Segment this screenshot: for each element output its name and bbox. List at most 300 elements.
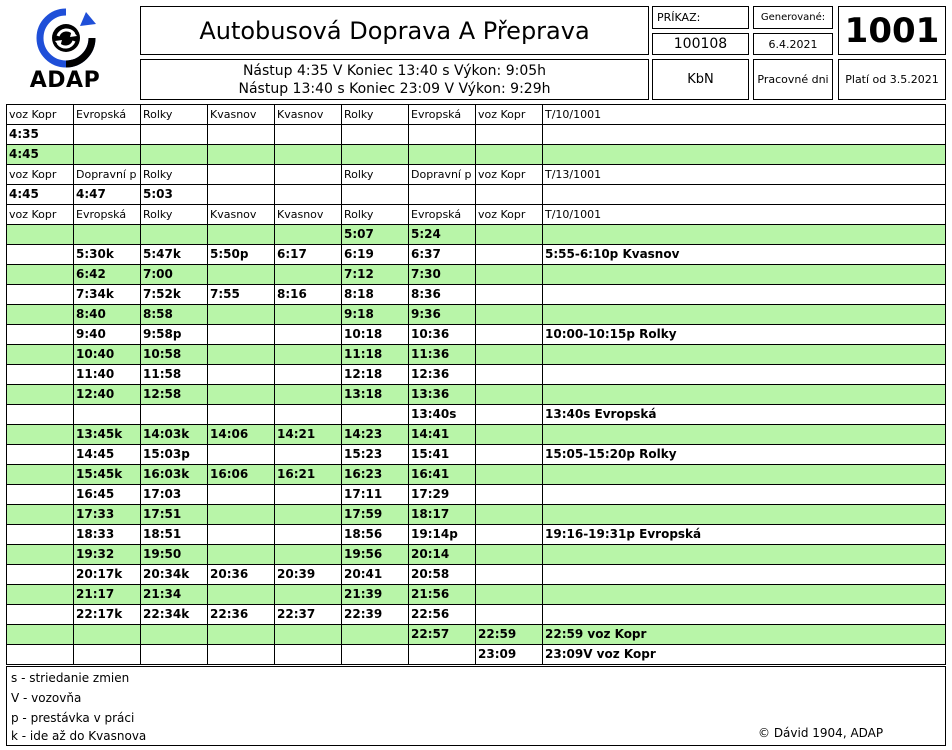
timetable-note-cell: T/13/1001 — [543, 165, 946, 185]
timetable-cell: Dopravní p — [409, 165, 476, 185]
timetable-note-cell — [543, 125, 946, 145]
timetable-cell — [275, 525, 342, 545]
timetable-cell — [141, 405, 208, 425]
timetable-cell: 20:36 — [208, 565, 275, 585]
timetable-cell — [476, 285, 543, 305]
timetable-cell: 7:30 — [409, 265, 476, 285]
timetable-cell — [141, 145, 208, 165]
timetable-cell: Rolky — [342, 205, 409, 225]
timetable-note-cell — [543, 565, 946, 585]
timetable-cell — [409, 125, 476, 145]
timetable-cell: 20:14 — [409, 545, 476, 565]
timetable-cell: 5:03 — [141, 185, 208, 205]
timetable-cell: 4:45 — [7, 145, 74, 165]
timetable-cell — [7, 245, 74, 265]
timetable-cell — [275, 125, 342, 145]
timetable-cell — [275, 645, 342, 665]
timetable-cell: 16:03k — [141, 465, 208, 485]
timetable-cell: 5:50p — [208, 245, 275, 265]
timetable-cell: 14:23 — [342, 425, 409, 445]
timetable-cell: Rolky — [141, 165, 208, 185]
timetable — [6, 104, 946, 665]
timetable-cell: 22:56 — [409, 605, 476, 625]
timetable-cell — [208, 305, 275, 325]
timetable-cell: 16:21 — [275, 465, 342, 485]
timetable-cell: voz Kopr — [7, 205, 74, 225]
timetable-cell — [476, 485, 543, 505]
timetable-cell — [7, 605, 74, 625]
timetable-cell: 22:17k — [74, 605, 141, 625]
timetable-cell — [476, 385, 543, 405]
timetable-cell: 23:09 — [476, 645, 543, 665]
timetable-cell — [208, 525, 275, 545]
timetable-row — [7, 525, 946, 545]
timetable-cell — [476, 545, 543, 565]
shift-line-1: Nástup 4:35 V Koniec 13:40 s Výkon: 9:05h — [242, 62, 547, 79]
timetable-note-cell — [543, 545, 946, 565]
timetable-cell: 9:36 — [409, 305, 476, 325]
timetable-cell: 7:12 — [342, 265, 409, 285]
timetable-note-cell: 10:00-10:15p Rolky — [543, 325, 946, 345]
timetable-cell: Kvasnov — [208, 105, 275, 125]
legend-item-s: s - striedanie zmien — [11, 671, 130, 685]
timetable-cell — [141, 225, 208, 245]
timetable-cell — [7, 365, 74, 385]
timetable-cell: 11:36 — [409, 345, 476, 365]
timetable-cell: 17:29 — [409, 485, 476, 505]
timetable-cell: 4:35 — [7, 125, 74, 145]
timetable-cell: 8:40 — [74, 305, 141, 325]
timetable-note-cell: 5:55-6:10p Kvasnov — [543, 245, 946, 265]
timetable-cell: Evropská — [409, 105, 476, 125]
timetable-cell — [476, 185, 543, 205]
timetable-cell: 17:59 — [342, 505, 409, 525]
timetable-cell — [342, 145, 409, 165]
timetable-cell — [476, 245, 543, 265]
timetable-cell: 22:39 — [342, 605, 409, 625]
timetable-cell — [275, 365, 342, 385]
timetable-cell: 16:45 — [74, 485, 141, 505]
valid-from: Platí od 3.5.2021 — [838, 59, 946, 100]
timetable-cell — [409, 145, 476, 165]
timetable-note-cell — [543, 345, 946, 365]
brand-name: ADAP — [29, 68, 101, 93]
timetable-cell — [7, 565, 74, 585]
timetable-cell: 9:58p — [141, 325, 208, 345]
timetable-cell — [476, 525, 543, 545]
timetable-cell: 10:18 — [342, 325, 409, 345]
timetable-cell — [208, 445, 275, 465]
timetable-cell: 11:18 — [342, 345, 409, 365]
timetable-cell — [476, 425, 543, 445]
timetable-cell — [7, 645, 74, 665]
timetable-cell: 5:47k — [141, 245, 208, 265]
timetable-cell — [7, 525, 74, 545]
timetable-row — [7, 185, 946, 205]
timetable-cell — [275, 145, 342, 165]
timetable-cell: 6:37 — [409, 245, 476, 265]
timetable-cell: 5:30k — [74, 245, 141, 265]
timetable-cell — [275, 325, 342, 345]
timetable-cell — [275, 225, 342, 245]
timetable-cell — [7, 485, 74, 505]
timetable-cell — [275, 385, 342, 405]
timetable-note-cell: 22:59 voz Kopr — [543, 625, 946, 645]
shift-line-2: Nástup 13:40 s Koniec 23:09 V Výkon: 9:29h — [238, 80, 551, 97]
timetable-cell — [208, 545, 275, 565]
timetable-cell: voz Kopr — [476, 105, 543, 125]
timetable-row — [7, 585, 946, 605]
timetable-note-cell: 13:40s Evropská — [543, 405, 946, 425]
timetable-cell — [208, 645, 275, 665]
timetable-cell: voz Kopr — [476, 205, 543, 225]
timetable-row — [7, 505, 946, 525]
timetable-cell: 22:37 — [275, 605, 342, 625]
timetable-cell: 12:18 — [342, 365, 409, 385]
timetable-cell — [74, 225, 141, 245]
timetable-cell: 4:47 — [74, 185, 141, 205]
timetable-cell — [275, 405, 342, 425]
timetable-cell: Rolky — [141, 205, 208, 225]
timetable-cell: Evropská — [74, 205, 141, 225]
timetable-cell — [74, 145, 141, 165]
timetable-cell — [476, 505, 543, 525]
timetable-cell — [476, 565, 543, 585]
duty-number: 1001 — [838, 6, 946, 55]
timetable-cell: Dopravní p — [74, 165, 141, 185]
timetable-cell — [7, 425, 74, 445]
timetable-note-cell — [543, 225, 946, 245]
timetable-cell — [141, 125, 208, 145]
timetable-cell: 8:18 — [342, 285, 409, 305]
timetable-note-cell — [543, 305, 946, 325]
timetable-cell: 13:18 — [342, 385, 409, 405]
timetable-cell — [7, 265, 74, 285]
timetable-cell — [7, 325, 74, 345]
timetable-cell: 15:45k — [74, 465, 141, 485]
timetable-header-row — [7, 165, 946, 185]
day-type: Pracovné dni — [753, 59, 833, 100]
timetable-cell: 10:40 — [74, 345, 141, 365]
timetable-cell: 21:17 — [74, 585, 141, 605]
timetable-cell: 7:34k — [74, 285, 141, 305]
timetable-cell: 20:39 — [275, 565, 342, 585]
timetable-cell: 22:59 — [476, 625, 543, 645]
timetable-note-cell: 23:09V voz Kopr — [543, 645, 946, 665]
timetable-row — [7, 465, 946, 485]
timetable-header-row — [7, 105, 946, 125]
timetable-note-cell — [543, 185, 946, 205]
timetable-cell: 20:58 — [409, 565, 476, 585]
timetable-cell: 6:17 — [275, 245, 342, 265]
timetable-cell — [208, 625, 275, 645]
timetable-cell: 7:00 — [141, 265, 208, 285]
timetable-cell — [275, 165, 342, 185]
timetable-cell — [74, 645, 141, 665]
legend-item-p: p - prestávka v práci — [11, 711, 135, 725]
timetable-cell — [7, 345, 74, 365]
timetable-row — [7, 485, 946, 505]
depot-code: KbN — [652, 59, 749, 100]
timetable-row — [7, 405, 946, 425]
timetable-cell: 8:58 — [141, 305, 208, 325]
timetable-cell — [141, 645, 208, 665]
timetable-cell — [476, 125, 543, 145]
timetable-cell — [275, 505, 342, 525]
timetable-cell: 15:41 — [409, 445, 476, 465]
timetable-row — [7, 325, 946, 345]
timetable-cell: 15:23 — [342, 445, 409, 465]
timetable-row — [7, 125, 946, 145]
timetable-cell — [476, 345, 543, 365]
timetable-cell: 10:36 — [409, 325, 476, 345]
timetable-row — [7, 545, 946, 565]
timetable-row — [7, 305, 946, 325]
timetable-note-cell — [543, 465, 946, 485]
timetable-cell: 13:36 — [409, 385, 476, 405]
copyright: © Dávid 1904, ADAP — [758, 726, 884, 740]
timetable-cell — [208, 485, 275, 505]
timetable-cell: 17:51 — [141, 505, 208, 525]
adap-logo-icon — [30, 6, 102, 70]
timetable-cell: 10:58 — [141, 345, 208, 365]
company-title: Autobusová Doprava A Přeprava — [140, 6, 649, 55]
timetable-cell: Rolky — [342, 165, 409, 185]
adap-logo — [10, 6, 120, 94]
timetable-cell: 9:18 — [342, 305, 409, 325]
timetable-cell: 11:40 — [74, 365, 141, 385]
timetable-cell: 21:56 — [409, 585, 476, 605]
timetable-row — [7, 145, 946, 165]
timetable-row — [7, 265, 946, 285]
timetable-cell — [74, 625, 141, 645]
timetable-cell — [7, 305, 74, 325]
timetable-cell: 16:23 — [342, 465, 409, 485]
legend-item-k: k - ide až do Kvasnova — [11, 729, 147, 743]
timetable-cell: 18:33 — [74, 525, 141, 545]
timetable-cell — [476, 365, 543, 385]
timetable-cell: 16:41 — [409, 465, 476, 485]
timetable-cell — [7, 445, 74, 465]
timetable-cell — [342, 125, 409, 145]
timetable-row — [7, 345, 946, 365]
timetable-cell: 14:41 — [409, 425, 476, 445]
timetable-cell — [342, 625, 409, 645]
timetable-cell: 14:21 — [275, 425, 342, 445]
timetable-cell — [7, 585, 74, 605]
timetable-note-cell — [543, 265, 946, 285]
timetable-cell: 21:34 — [141, 585, 208, 605]
timetable-cell — [7, 625, 74, 645]
timetable-header-row — [7, 205, 946, 225]
timetable-cell — [7, 405, 74, 425]
shift-summary — [140, 59, 649, 100]
timetable-cell: Rolky — [342, 105, 409, 125]
timetable-row — [7, 245, 946, 265]
timetable-cell: 7:52k — [141, 285, 208, 305]
timetable-cell: Kvasnov — [275, 205, 342, 225]
timetable-cell: 7:55 — [208, 285, 275, 305]
timetable-cell — [7, 465, 74, 485]
timetable-cell: 18:17 — [409, 505, 476, 525]
timetable-row — [7, 625, 946, 645]
timetable-cell — [275, 625, 342, 645]
timetable-cell — [342, 645, 409, 665]
timetable-row — [7, 565, 946, 585]
timetable-cell: 13:45k — [74, 425, 141, 445]
timetable-cell: 14:45 — [74, 445, 141, 465]
timetable-cell — [208, 365, 275, 385]
timetable-cell: 9:40 — [74, 325, 141, 345]
timetable-cell: 14:03k — [141, 425, 208, 445]
timetable-cell — [74, 125, 141, 145]
generated-label: Generované: — [753, 6, 833, 29]
timetable-note-cell — [543, 385, 946, 405]
timetable-cell — [208, 165, 275, 185]
timetable-cell — [208, 265, 275, 285]
timetable-cell: 20:17k — [74, 565, 141, 585]
timetable-cell — [208, 385, 275, 405]
timetable-cell: 15:03p — [141, 445, 208, 465]
timetable-cell — [476, 585, 543, 605]
timetable-cell: Evropská — [409, 205, 476, 225]
timetable-cell: 17:33 — [74, 505, 141, 525]
timetable-cell — [7, 225, 74, 245]
prikaz-label: PRÍKAZ: — [652, 6, 749, 29]
timetable-note-cell: 15:05-15:20p Rolky — [543, 445, 946, 465]
timetable-cell: 8:16 — [275, 285, 342, 305]
timetable-cell — [275, 185, 342, 205]
timetable-cell — [208, 325, 275, 345]
timetable-cell — [275, 545, 342, 565]
timetable-cell — [476, 605, 543, 625]
timetable-cell: 5:07 — [342, 225, 409, 245]
timetable-cell: 19:56 — [342, 545, 409, 565]
timetable-cell: 11:58 — [141, 365, 208, 385]
timetable-cell: 19:14p — [409, 525, 476, 545]
timetable-cell — [7, 385, 74, 405]
prikaz-value: 100108 — [652, 33, 749, 55]
timetable-note-cell: T/10/1001 — [543, 205, 946, 225]
timetable-row — [7, 285, 946, 305]
timetable-cell: voz Kopr — [7, 165, 74, 185]
timetable-cell — [208, 125, 275, 145]
timetable-cell: 8:36 — [409, 285, 476, 305]
timetable-row — [7, 445, 946, 465]
timetable-note-cell: 19:16-19:31p Evropská — [543, 525, 946, 545]
timetable-cell: 12:58 — [141, 385, 208, 405]
timetable-cell — [476, 265, 543, 285]
timetable-cell: 6:19 — [342, 245, 409, 265]
timetable-row — [7, 365, 946, 385]
generated-date: 6.4.2021 — [753, 33, 833, 55]
timetable-cell: 6:42 — [74, 265, 141, 285]
timetable-cell: voz Kopr — [476, 165, 543, 185]
timetable-cell — [275, 305, 342, 325]
timetable-cell — [7, 505, 74, 525]
timetable-row — [7, 645, 946, 665]
timetable-cell: 22:34k — [141, 605, 208, 625]
timetable-row — [7, 385, 946, 405]
timetable-cell — [476, 445, 543, 465]
timetable-cell — [476, 305, 543, 325]
timetable-cell — [409, 185, 476, 205]
timetable-note-cell — [543, 605, 946, 625]
timetable-cell — [208, 585, 275, 605]
timetable-cell — [275, 485, 342, 505]
timetable-cell — [208, 345, 275, 365]
timetable-row — [7, 605, 946, 625]
legend-item-v: V - vozovňa — [11, 691, 82, 705]
timetable-cell: 17:11 — [342, 485, 409, 505]
timetable-cell: 5:24 — [409, 225, 476, 245]
timetable-note-cell: T/10/1001 — [543, 105, 946, 125]
timetable-cell: 18:51 — [141, 525, 208, 545]
timetable-cell — [141, 625, 208, 645]
timetable-cell — [275, 265, 342, 285]
timetable-cell: 14:06 — [208, 425, 275, 445]
timetable-cell: Evropská — [74, 105, 141, 125]
timetable-cell: 20:41 — [342, 565, 409, 585]
timetable-cell: 13:40s — [409, 405, 476, 425]
timetable-note-cell — [543, 505, 946, 525]
timetable-cell — [476, 465, 543, 485]
timetable-note-cell — [543, 285, 946, 305]
timetable-cell — [342, 405, 409, 425]
timetable-cell: 4:45 — [7, 185, 74, 205]
timetable-cell: 22:36 — [208, 605, 275, 625]
timetable-cell — [275, 585, 342, 605]
timetable-cell — [342, 185, 409, 205]
timetable-cell: 20:34k — [141, 565, 208, 585]
timetable-cell — [208, 145, 275, 165]
timetable-cell: 19:32 — [74, 545, 141, 565]
timetable-cell — [208, 185, 275, 205]
timetable-cell: voz Kopr — [7, 105, 74, 125]
timetable-cell: Kvasnov — [275, 105, 342, 125]
timetable-row — [7, 225, 946, 245]
timetable-cell: 19:50 — [141, 545, 208, 565]
timetable-cell: 18:56 — [342, 525, 409, 545]
timetable-cell — [208, 405, 275, 425]
timetable-cell — [208, 505, 275, 525]
timetable-cell — [476, 145, 543, 165]
timetable-row — [7, 425, 946, 445]
timetable-cell: 12:36 — [409, 365, 476, 385]
timetable-cell — [476, 405, 543, 425]
timetable-cell — [7, 285, 74, 305]
timetable-cell — [476, 225, 543, 245]
timetable-note-cell — [543, 485, 946, 505]
timetable-cell — [208, 225, 275, 245]
timetable-cell — [476, 325, 543, 345]
timetable-cell: 16:06 — [208, 465, 275, 485]
timetable-cell — [409, 645, 476, 665]
timetable-note-cell — [543, 145, 946, 165]
timetable-cell — [275, 445, 342, 465]
timetable-cell: Rolky — [141, 105, 208, 125]
timetable-cell — [275, 345, 342, 365]
timetable-note-cell — [543, 365, 946, 385]
timetable-note-cell — [543, 425, 946, 445]
timetable-cell: 22:57 — [409, 625, 476, 645]
timetable-cell: Kvasnov — [208, 205, 275, 225]
timetable-cell — [74, 405, 141, 425]
timetable-cell: 17:03 — [141, 485, 208, 505]
timetable-note-cell — [543, 585, 946, 605]
timetable-cell: 12:40 — [74, 385, 141, 405]
timetable-cell — [7, 545, 74, 565]
